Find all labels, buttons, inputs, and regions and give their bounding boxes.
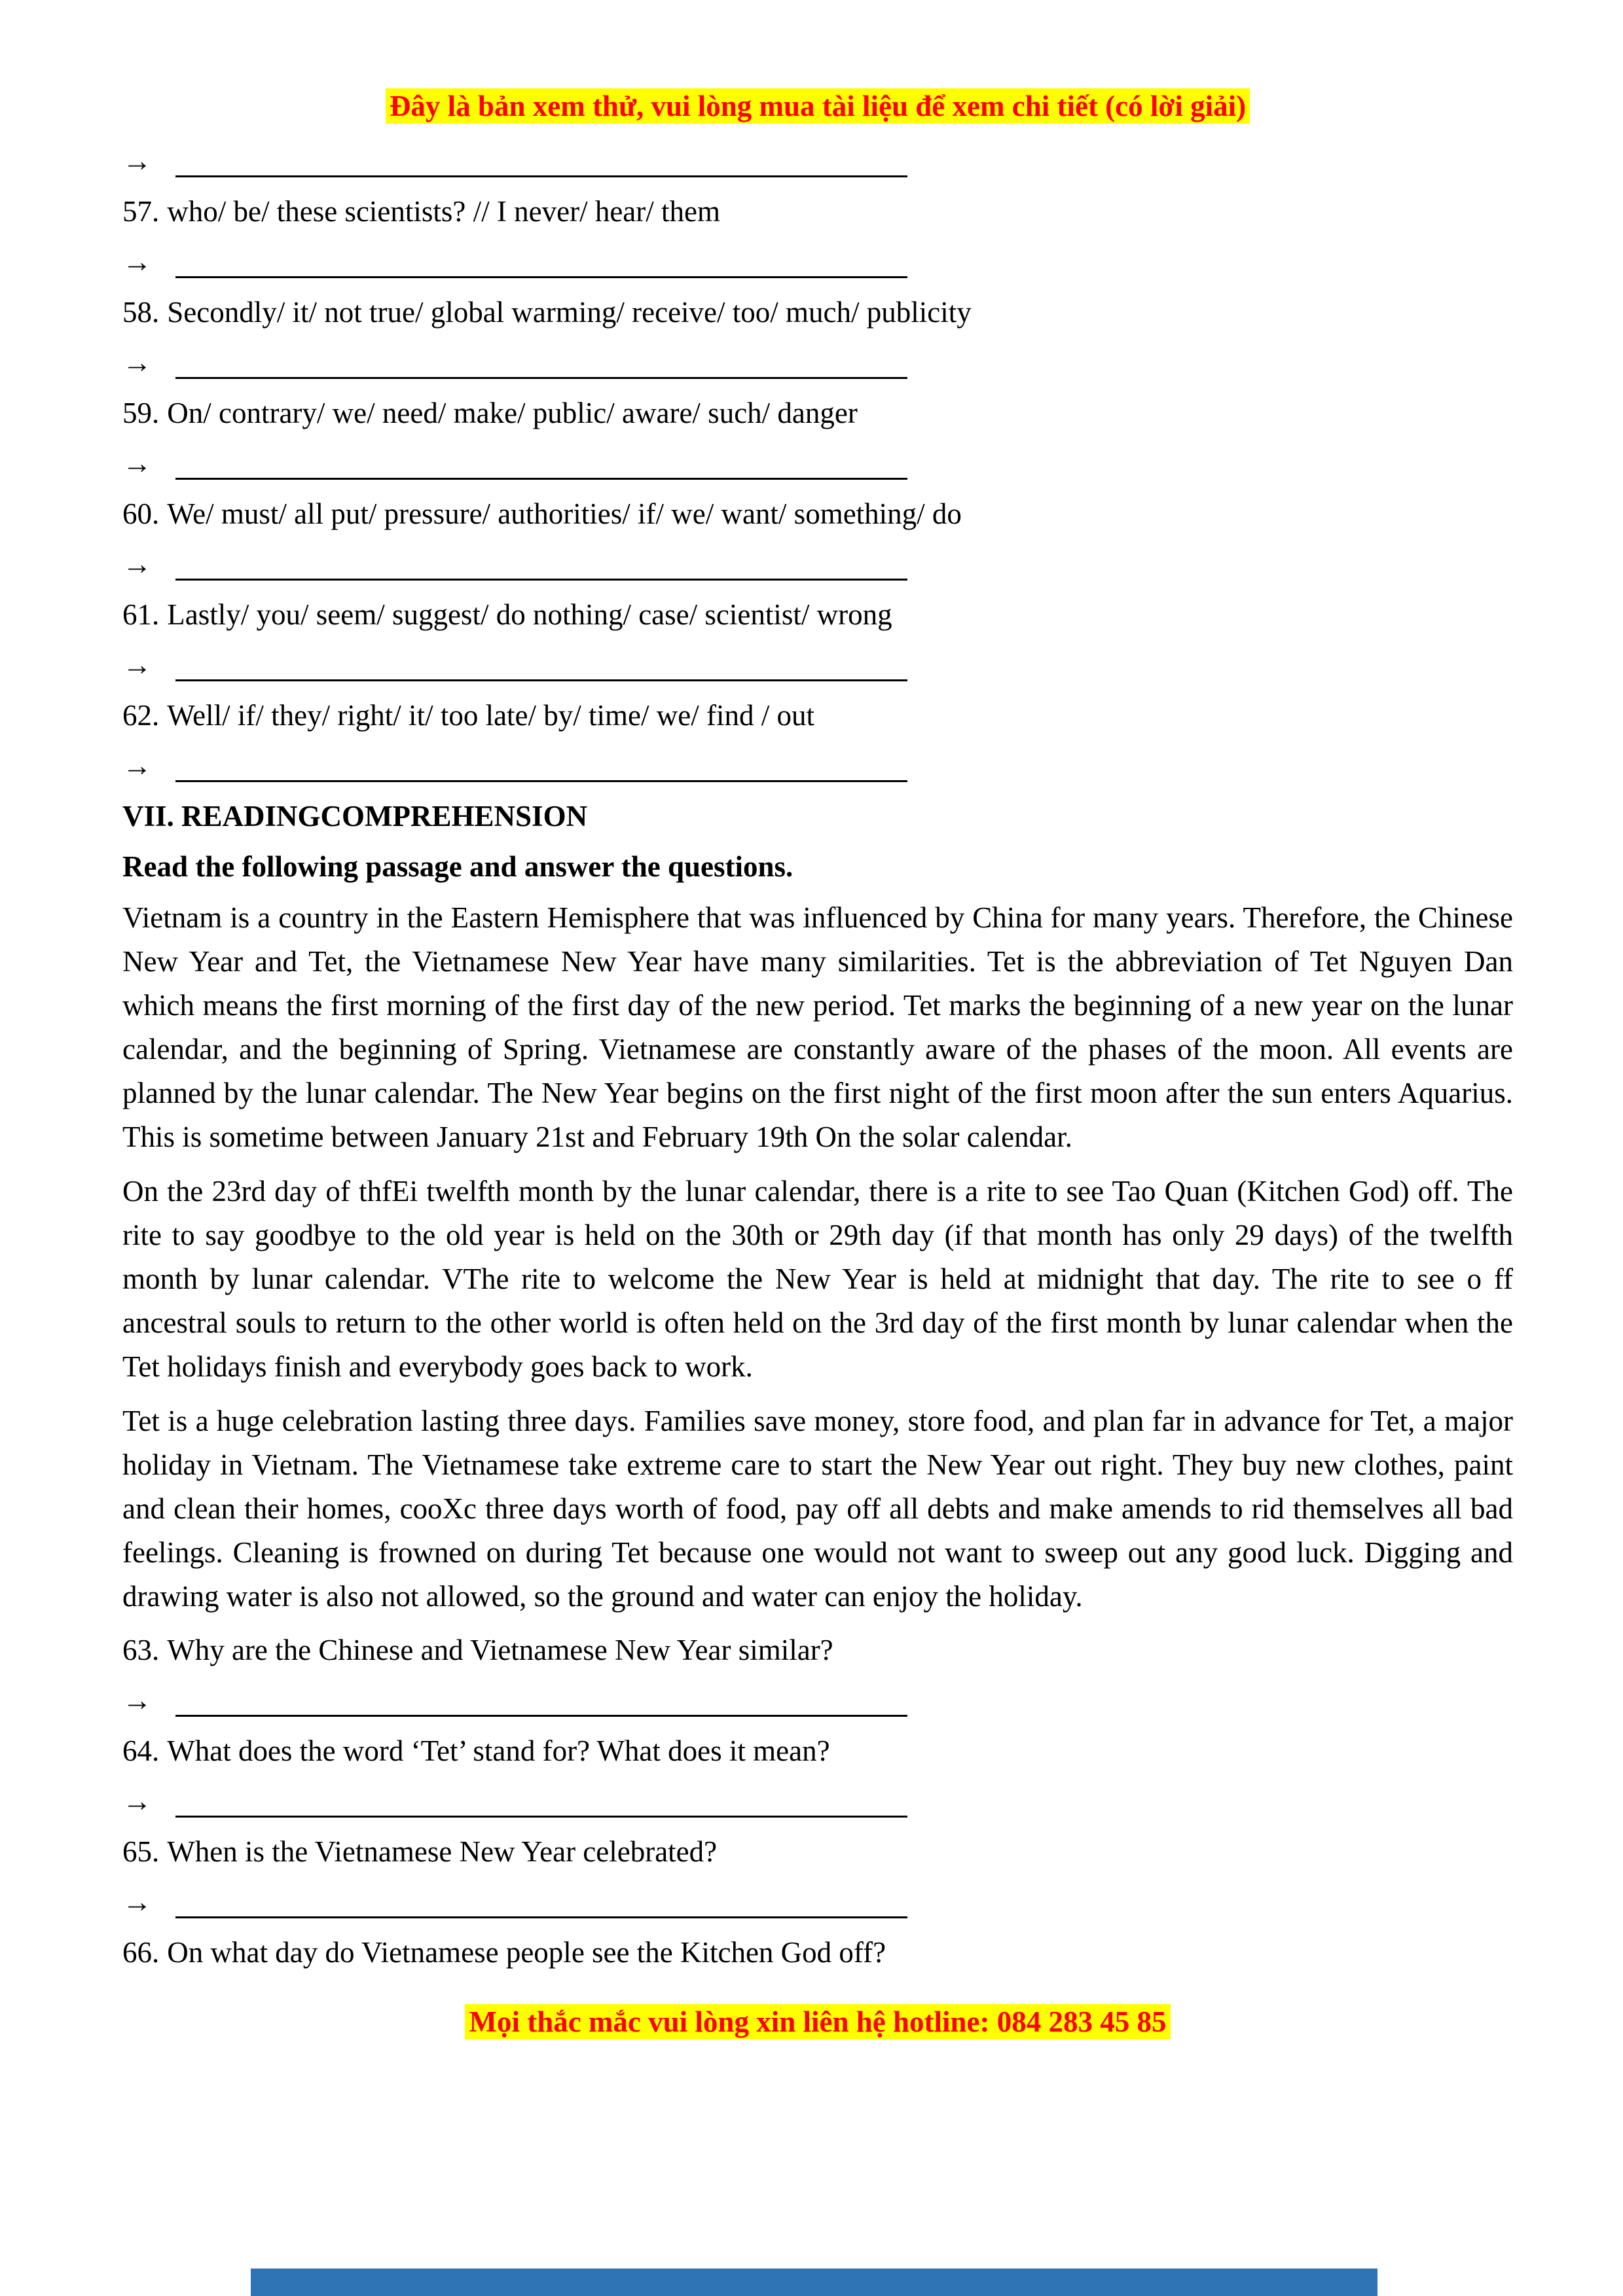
exercise-item-59: [122, 392, 1513, 434]
item-number: 61.: [122, 598, 160, 631]
item-number: 58.: [122, 296, 160, 329]
top-notice-row: [122, 85, 1513, 127]
passage-paragraph-2: On the 23rd day of thfEi twelfth month by the lunar calendar, there is a rite to see Tao Quan (Kitchen God) off. The rite to say goodbye to the old year is held on the 30th or 29th day (if that month has only 29 days) of the twelfth month by lunar calendar. VThe rite to welcome the New Year is held at midnight that day. The rite to see o ff ancestral souls to return to the other world is often held on the 3rd day of the first month by lunar calendar when the Tet holidays finish and everybody goes back to work.: [122, 1175, 1513, 1383]
exercise-item-58: [122, 291, 1513, 333]
section-heading: VII. READINGCOMPREHENSION: [122, 800, 588, 833]
question-text: Why are the Chinese and Vietnamese New Year similar?: [167, 1634, 833, 1666]
passage-paragraph-1: Vietnam is a country in the Eastern Hemisphere that was influenced by China for many years. Therefore, the Chinese New Year and Tet, the Vietnamese New Year have many similarities. Tet is the abbreviation of Tet Nguyen Dan which means the first morning of the first day of the new period. Tet marks the beginning of a new year on the lunar calendar, and the beginning of Spring. Vietnamese are constantly aware of the phases of the moon. All events are planned by the lunar calendar. The New Year begins on the first night of the first moon after the sun enters Aquarius. This is sometime between January 21st and February 19th On the solar calendar.: [122, 901, 1513, 1153]
answer-line-row: [122, 442, 1513, 484]
answer-line-row: [122, 1881, 1513, 1923]
answer-line-row: [122, 745, 1513, 787]
item-number: 57.: [122, 195, 160, 228]
question-item-64: [122, 1730, 1513, 1772]
answer-line: [175, 679, 907, 681]
item-text: Lastly/ you/ seem/ suggest/ do nothing/ case/ scientist/ wrong: [167, 598, 892, 631]
answer-line: [175, 276, 907, 278]
item-text: who/ be/ these scientists? // I never/ hear/ them: [167, 195, 720, 228]
arrow-icon: →: [122, 1886, 152, 1918]
arrow-icon: →: [122, 649, 152, 681]
answer-line: [175, 579, 907, 581]
item-text: Secondly/ it/ not true/ global warming/ receive/ too/ much/ publicity: [167, 296, 972, 329]
question-text: What does the word ‘Tet’ stand for? What does it mean?: [167, 1734, 830, 1767]
exercise-item-61: [122, 594, 1513, 636]
clipped-blue-banner: [251, 2269, 1377, 2296]
answer-line: [175, 478, 907, 480]
top-notice: Đây là bản xem thử, vui lòng mua tài liệu để xem chi tiết (có lời giải): [386, 88, 1250, 124]
answer-line: [175, 175, 907, 177]
answer-line-row: [122, 241, 1513, 283]
arrow-icon: →: [122, 548, 152, 581]
answer-line-row: [122, 644, 1513, 686]
question-number: 63.: [122, 1634, 160, 1666]
question-item-63: [122, 1629, 1513, 1671]
arrow-icon: →: [122, 1785, 152, 1818]
arrow-icon: →: [122, 447, 152, 480]
bottom-notice: Mọi thắc mắc vui lòng xin liên hệ hotline: 084 283 45 85: [465, 2004, 1170, 2039]
item-text: We/ must/ all put/ pressure/ authorities/ if/ we/ want/ something/ do: [167, 497, 962, 530]
arrow-icon: →: [122, 145, 152, 177]
exercise-item-62: [122, 694, 1513, 736]
reading-instruction: Read the following passage and answer the questions.: [122, 850, 793, 883]
answer-line: [175, 1916, 907, 1918]
answer-line-row: [122, 543, 1513, 585]
item-number: 59.: [122, 397, 160, 429]
answer-line: [175, 377, 907, 379]
question-number: 66.: [122, 1936, 160, 1969]
arrow-icon: →: [122, 749, 152, 782]
item-number: 62.: [122, 699, 160, 732]
item-text: Well/ if/ they/ right/ it/ too late/ by/ time/ we/ find / out: [167, 699, 814, 732]
arrow-icon: →: [122, 1684, 152, 1717]
arrow-icon: →: [122, 346, 152, 379]
question-number: 65.: [122, 1835, 160, 1868]
answer-line: [175, 780, 907, 782]
answer-line-row: [122, 342, 1513, 384]
question-text: On what day do Vietnamese people see the Kitchen God off?: [167, 1936, 886, 1969]
answer-line-row: [122, 1780, 1513, 1822]
arrow-icon: →: [122, 245, 152, 278]
answer-line: [175, 1715, 907, 1717]
exercise-item-60: [122, 493, 1513, 535]
question-number: 64.: [122, 1734, 160, 1767]
question-item-65: [122, 1831, 1513, 1873]
answer-line-row: [122, 1679, 1513, 1721]
exercise-item-57: [122, 190, 1513, 232]
question-item-66: [122, 1931, 1513, 1973]
item-text: On/ contrary/ we/ need/ make/ public/ aware/ such/ danger: [167, 397, 858, 429]
question-text: When is the Vietnamese New Year celebrated?: [167, 1835, 718, 1868]
bottom-notice-row: [122, 2001, 1513, 2043]
item-number: 60.: [122, 497, 160, 530]
answer-line: [175, 1816, 907, 1818]
passage-paragraph-3: Tet is a huge celebration lasting three days. Families save money, store food, and plan far in advance for Tet, a major holiday in Vietnam. The Vietnamese take extreme care to start the New Year out right. They buy new clothes, paint and clean their homes, cooXc three days worth of food, pay off all debts and make amends to rid themselves all bad feelings. Cleaning is frowned on during Tet because one would not want to sweep out any good luck. Digging and drawing water is also not allowed, so the ground and water can enjoy the holiday.: [122, 1405, 1513, 1613]
answer-line-row: [122, 140, 1513, 182]
